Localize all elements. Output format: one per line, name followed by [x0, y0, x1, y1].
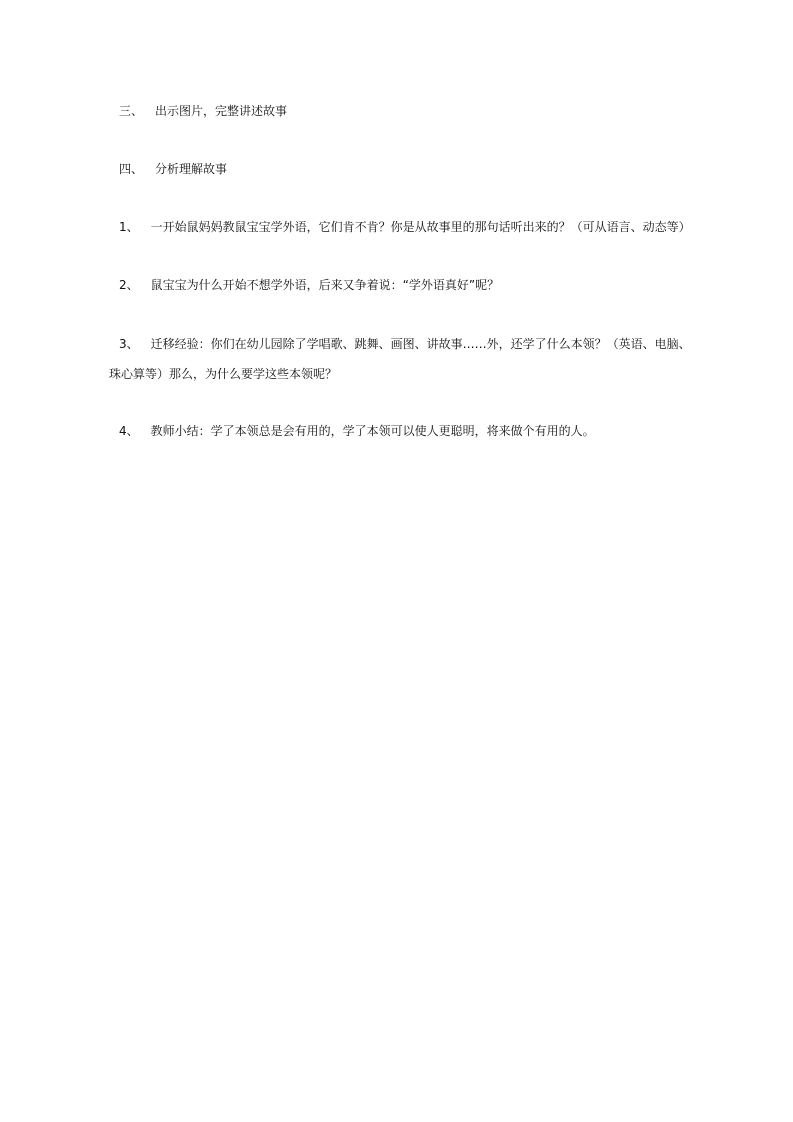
item-one: [119, 213, 689, 241]
item-text: 迁移经验：你们在幼儿园除了学唱歌、跳舞、画图、讲故事……外，还学了什么本领？（英语、电脑、: [150, 337, 691, 351]
section-number: 四、: [119, 162, 144, 176]
section-text: 分析理解故事: [155, 162, 228, 176]
item-line-1: [119, 329, 689, 359]
section-four: [119, 155, 689, 183]
item-number: 2、: [119, 278, 139, 292]
item-text: 教师小结：学了本领总是会有用的，学了本领可以使人更聪明，将来做个有用的人。: [150, 424, 595, 438]
item-number: 4、: [119, 424, 139, 438]
item-number: 3、: [119, 337, 139, 351]
item-text: 一开始鼠妈妈教鼠宝宝学外语，它们肯不肯？你是从故事里的那句话听出来的？（可从语言、动态等）: [150, 220, 691, 234]
item-number: 1、: [119, 220, 139, 234]
item-two: [119, 271, 689, 299]
item-four: [119, 417, 689, 445]
item-line-2: 珠心算等）那么，为什么要学这些本领呢？: [109, 367, 338, 381]
section-text: 出示图片，完整讲述故事: [155, 104, 288, 118]
section-three: [119, 97, 689, 125]
section-number: 三、: [119, 104, 144, 118]
item-text: 鼠宝宝为什么开始不想学外语，后来又争着说：“学外语真好”呢？: [150, 278, 500, 292]
item-three: [109, 329, 691, 389]
